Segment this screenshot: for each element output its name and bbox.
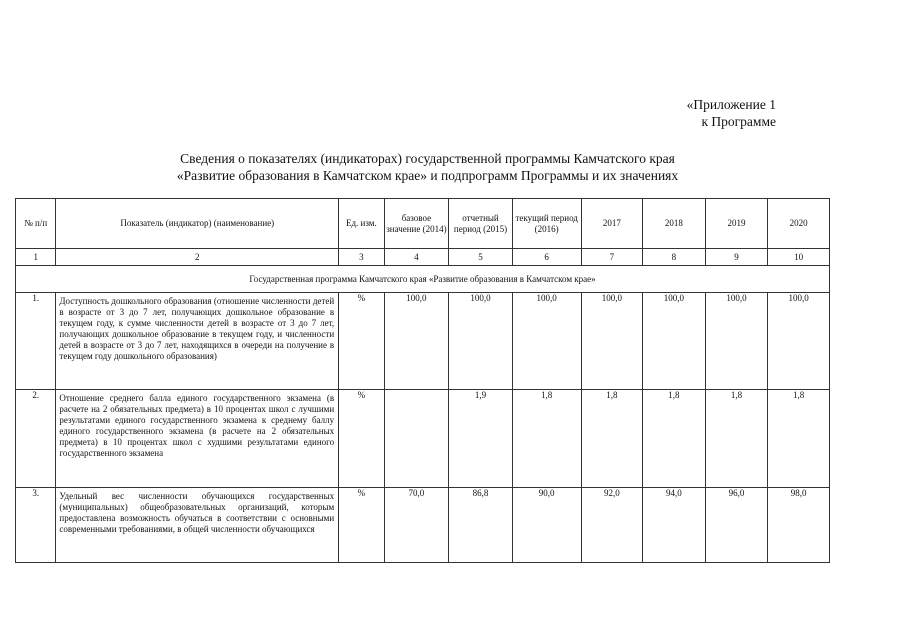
row-value: 100,0	[384, 293, 449, 390]
table-row	[16, 488, 830, 563]
row-value: 86,8	[449, 488, 513, 563]
table-row	[16, 293, 830, 390]
row-value: 1,8	[643, 390, 706, 488]
appendix-line-1: «Приложение 1	[686, 97, 776, 112]
header-2018: 2018	[643, 199, 706, 249]
row-value: 94,0	[643, 488, 706, 563]
column-number: 9	[705, 249, 768, 266]
column-number: 4	[384, 249, 449, 266]
column-number: 10	[768, 249, 830, 266]
header-num: № п/п	[16, 199, 56, 249]
row-value: 1,8	[768, 390, 830, 488]
header-2019: 2019	[705, 199, 768, 249]
row-value: 1,8	[705, 390, 768, 488]
row-name: Отношение среднего балла единого государственного экзамена (в расчете на 2 обязательных предмета) в 10 процентах школ с лучшими результатами единого государственного экзамена к среднему баллу единого государственного экзамена (в расчете на 2 обязательных предмета) в 10 процентах школ с худшими результатами единого государственного экзамена	[56, 390, 339, 488]
header-report: отчетный период (2015)	[449, 199, 513, 249]
row-unit: %	[339, 488, 384, 563]
row-unit: %	[339, 293, 384, 390]
column-number: 3	[339, 249, 384, 266]
row-value: 96,0	[705, 488, 768, 563]
column-number: 6	[512, 249, 581, 266]
row-value: 100,0	[449, 293, 513, 390]
row-value: 1,8	[512, 390, 581, 488]
row-value: 100,0	[581, 293, 643, 390]
column-number: 5	[449, 249, 513, 266]
document-title-line-2: «Развитие образования в Камчатском крае» и подпрограмм Программы и их значениях	[176, 168, 679, 183]
indicators-table	[15, 198, 830, 563]
row-num: 1.	[16, 293, 56, 390]
row-value	[384, 390, 449, 488]
row-num: 3.	[16, 488, 56, 563]
header-base: базовое значение (2014)	[384, 199, 449, 249]
appendix-line-2: к Программе	[701, 114, 776, 129]
header-name: Показатель (индикатор) (наименование)	[56, 199, 339, 249]
row-value: 70,0	[384, 488, 449, 563]
row-num: 2.	[16, 390, 56, 488]
header-2020: 2020	[768, 199, 830, 249]
column-number: 1	[16, 249, 56, 266]
row-value: 90,0	[512, 488, 581, 563]
column-numbers-row	[16, 249, 830, 266]
header-row	[16, 199, 830, 249]
document-title	[60, 150, 795, 184]
row-unit: %	[339, 390, 384, 488]
section-title: Государственная программа Камчатского края «Развитие образования в Камчатском крае»	[16, 266, 830, 293]
row-value: 100,0	[512, 293, 581, 390]
row-value: 92,0	[581, 488, 643, 563]
row-value: 100,0	[768, 293, 830, 390]
row-value: 98,0	[768, 488, 830, 563]
row-value: 100,0	[643, 293, 706, 390]
header-current: текущий период (2016)	[512, 199, 581, 249]
table-row	[16, 390, 830, 488]
row-value: 100,0	[705, 293, 768, 390]
row-name: Удельный вес численности обучающихся государственных (муниципальных) общеобразовательных организаций, которым предоставлена возможность обучаться в соответствии с основными современными требованиями, в общей численности обучающихся	[56, 488, 339, 563]
row-value: 1,8	[581, 390, 643, 488]
column-number: 8	[643, 249, 706, 266]
header-unit: Ед. изм.	[339, 199, 384, 249]
header-2017: 2017	[581, 199, 643, 249]
column-number: 2	[56, 249, 339, 266]
row-name: Доступность дошкольного образования (отношение численности детей в возрасте от 3 до 7 лет, получающих дошкольное образование в текущем году, к сумме численности детей в возрасте от 3 до 7 лет, получающих дошкольное образование в текущем году, и численности детей в возрасте от 3 до 7 лет, находящихся в очереди на получение в текущем году дошкольного образования)	[56, 293, 339, 390]
column-number: 7	[581, 249, 643, 266]
row-value: 1,9	[449, 390, 513, 488]
document-title-line-1: Сведения о показателях (индикаторах) государственной программы Камчатского края	[180, 151, 675, 166]
appendix-caption	[600, 96, 776, 130]
section-row	[16, 266, 830, 293]
